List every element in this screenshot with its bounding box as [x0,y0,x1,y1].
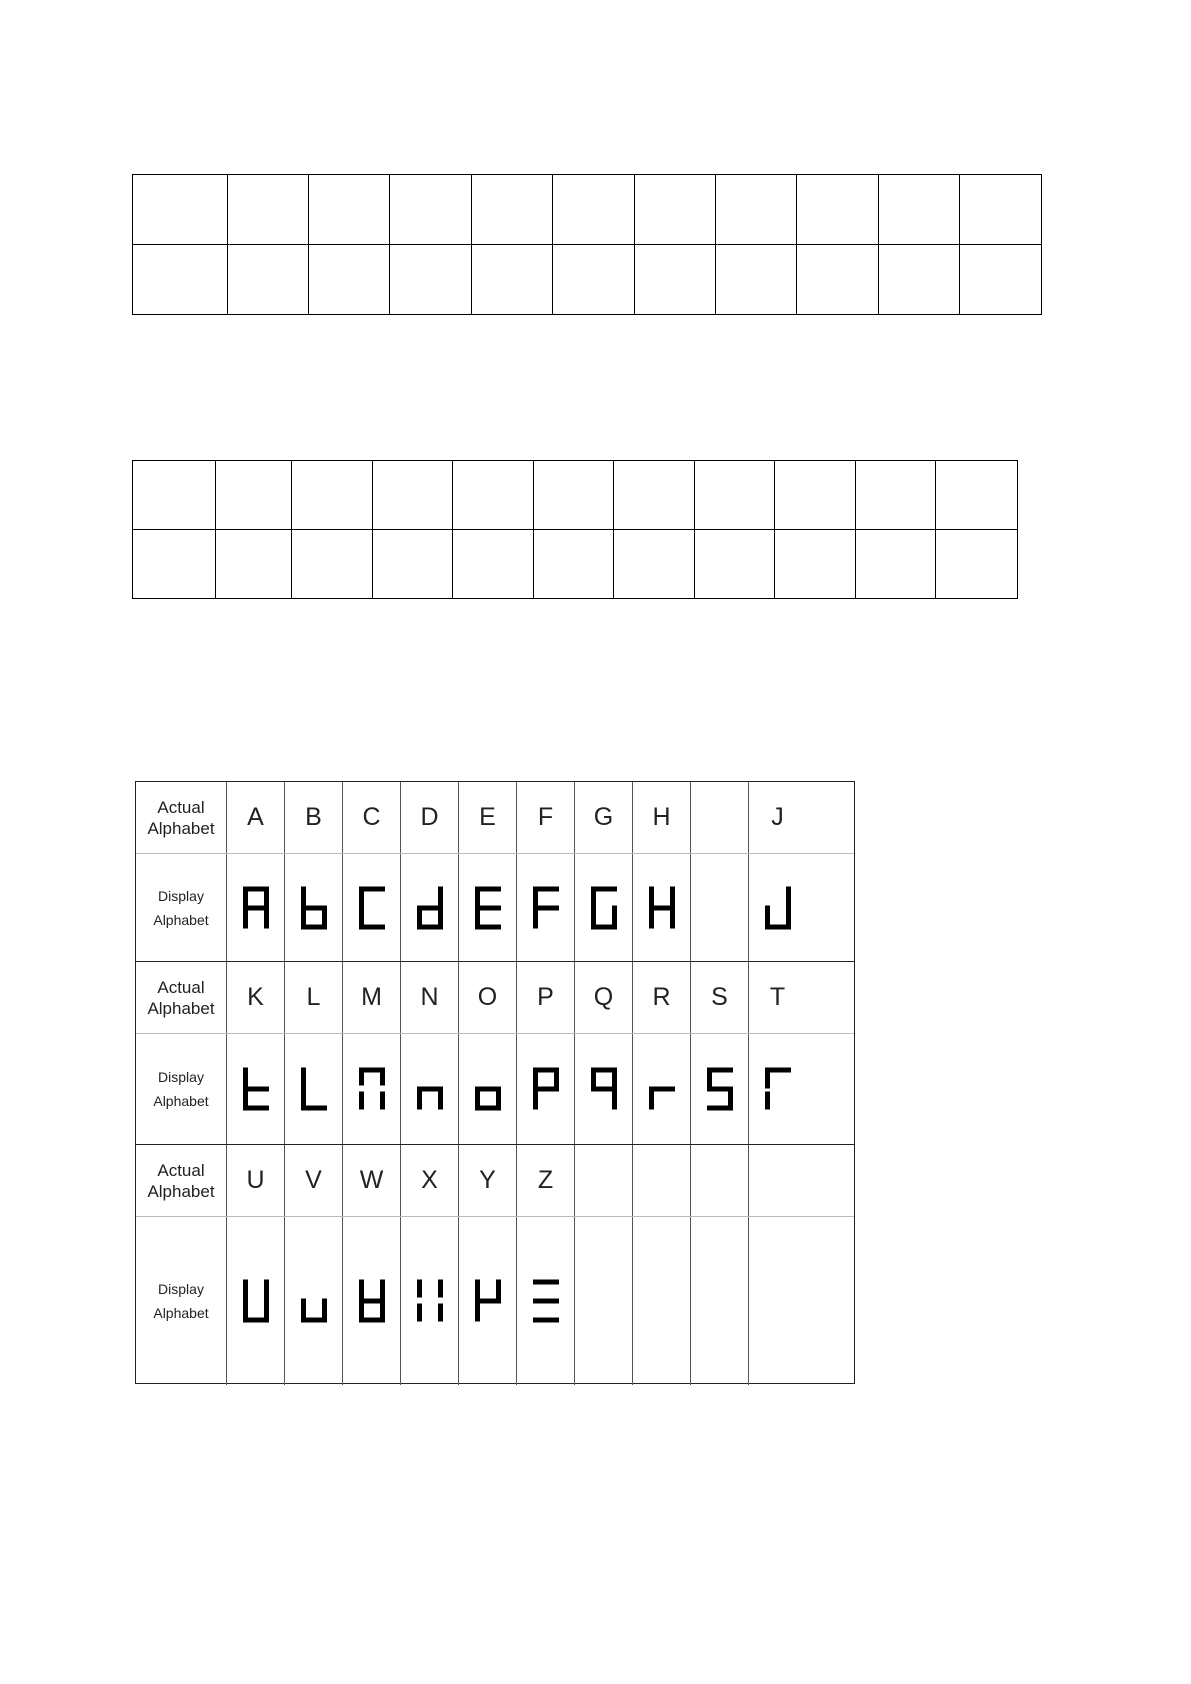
segment-glyph [299,1065,329,1113]
segment-upL [301,1068,306,1089]
segment-glyph [415,884,445,932]
display-glyph-cell [516,1034,574,1144]
actual-letter-cell [574,962,632,1033]
segment-bot [591,924,617,929]
segment-bot [533,1318,559,1323]
segment-glyph [241,1065,271,1113]
display-glyph-cell [400,1217,458,1385]
actual-letter-cell [748,1145,806,1216]
label-word: Actual [157,1160,205,1180]
display-glyph-cell [284,854,342,961]
actual-letter-cell [748,782,806,853]
display-glyph-cell [748,1217,806,1385]
actual-letter: U [246,1166,265,1194]
empty-cell [695,530,775,599]
empty-cell [534,530,614,599]
actual-letter: A [247,803,264,831]
actual-letter-cell [342,1145,400,1216]
empty-cell [309,175,390,245]
segment-upR [496,1280,501,1301]
segment-glyph [241,884,271,932]
actual-letter-cell [690,782,748,853]
display-glyph-cell [284,1217,342,1385]
table-row [133,245,1042,315]
actual-letter-cell [458,782,516,853]
segment-upR [380,1280,385,1301]
segment-bot [475,924,501,929]
empty-cell [553,175,635,245]
empty-cell [472,245,553,315]
actual-alphabet-row [136,1145,854,1217]
segment-gap_loR [438,1304,443,1322]
actual-letter: F [537,803,554,831]
segment-upR [786,886,791,907]
display-glyph-cell [690,1034,748,1144]
actual-letter: M [361,983,382,1011]
table-row [133,175,1042,245]
actual-letter: Y [479,1166,496,1194]
display-glyph-cell [400,854,458,961]
segment-glyph [647,884,677,932]
segment-upR [554,1068,559,1089]
actual-letter-cell [574,782,632,853]
segment-upL [765,1068,770,1089]
table-row [133,461,1018,530]
segment-upR [670,886,675,907]
empty-cell [133,461,216,530]
segment-loR [612,1087,617,1110]
segment-upL [359,1280,364,1301]
actual-letter-cell [632,1145,690,1216]
display-glyph-cell [574,1034,632,1144]
empty-cell [614,461,695,530]
empty-cell [133,245,228,315]
empty-cell [960,245,1042,315]
label-word: Display [158,1281,204,1297]
actual-letter-cell [284,962,342,1033]
actual-letter: D [420,803,439,831]
actual-alphabet-label [136,962,226,1033]
actual-letter: O [477,983,498,1011]
segment-upL [475,886,480,907]
empty-cell [216,461,292,530]
label-word: Alphabet [147,998,215,1018]
segment-loR [438,1087,443,1110]
segment-glyph [357,884,387,932]
segment-upL [649,886,654,907]
empty-cell [309,245,390,315]
label-word: Alphabet [153,911,209,928]
actual-letter: L [306,983,321,1011]
segment-gap_upR [380,1068,385,1086]
empty-cell [960,175,1042,245]
segment-glyph [357,1065,387,1113]
segment-glyph [299,884,329,932]
segment-gap_loL [765,1092,770,1110]
display-alphabet-row [136,1217,854,1385]
empty-cell [775,530,856,599]
actual-letter-cell [400,782,458,853]
label-word: Display [158,887,204,904]
actual-letter-cell [516,1145,574,1216]
segment-bot [359,924,385,929]
empty-cell [133,530,216,599]
segment-gap_upL [359,1068,364,1086]
segment-glyph [473,1277,503,1325]
actual-letter-cell [690,962,748,1033]
actual-letter: E [479,803,496,831]
empty-cell [228,245,309,315]
display-glyph-cell [400,1034,458,1144]
segment-upL [591,1068,596,1089]
actual-letter: K [247,983,264,1011]
empty-cell [228,175,309,245]
actual-letter-cell [342,962,400,1033]
segment-loL [649,1087,654,1110]
display-glyph-cell [458,854,516,961]
display-glyph-cell [226,1034,284,1144]
segment-upL [533,1068,538,1089]
segment-glyph [473,1065,503,1113]
actual-letter-cell [516,782,574,853]
label-word: Actual [157,797,205,817]
segment-upR [612,1068,617,1089]
segment-bot [243,1106,269,1111]
segment-glyph [705,1065,735,1113]
segment-glyph [763,884,793,932]
actual-letter: Z [537,1166,554,1194]
actual-letter: H [652,803,671,831]
actual-alphabet-label [136,782,226,853]
segment-top [533,1280,559,1285]
segment-upL [707,1068,712,1089]
actual-letter-cell [574,1145,632,1216]
actual-letter: B [305,803,322,831]
segment-upL [243,886,248,907]
segment-loL [649,905,654,928]
empty-cell [936,461,1018,530]
segment-upL [243,1280,248,1301]
empty-cell [936,530,1018,599]
display-alphabet-row [136,1034,854,1145]
label-word: Alphabet [153,1093,209,1109]
segment-gap_loL [417,1304,422,1322]
empty-cell [534,461,614,530]
empty-cell [553,245,635,315]
display-glyph-cell [284,1034,342,1144]
actual-letter: N [420,983,439,1011]
actual-letter-cell [226,782,284,853]
actual-alphabet-row [136,962,854,1034]
display-glyph-cell [226,854,284,961]
actual-letter-cell [458,1145,516,1216]
empty-cell [695,461,775,530]
segment-glyph [357,1277,387,1325]
actual-letter-cell [748,962,806,1033]
actual-letter-cell [516,962,574,1033]
empty-cell [797,245,879,315]
segment-upL [359,886,364,907]
segment-upL [475,1280,480,1301]
segment-upR [264,1280,269,1301]
segment-loL [417,1087,422,1110]
label-word: Alphabet [147,818,215,838]
display-glyph-cell [342,854,400,961]
segment-bot [301,924,327,929]
actual-letter-cell [690,1145,748,1216]
empty-cell [716,245,797,315]
display-glyph-cell [516,854,574,961]
segment-upL [301,886,306,907]
actual-letter-cell [342,782,400,853]
display-glyph-cell [342,1217,400,1385]
segment-glyph [241,1277,271,1325]
empty-cell [856,461,936,530]
actual-letter: Q [593,983,614,1011]
actual-letter: G [593,803,614,831]
empty-cell [453,530,534,599]
segment-bot [359,1318,385,1323]
display-glyph-cell [632,1034,690,1144]
empty-cell [635,245,716,315]
segment-bot [707,1106,733,1111]
label-word: Display [158,1069,204,1085]
segment-upL [243,1068,248,1089]
empty-cell [390,175,472,245]
actual-letter: X [421,1166,438,1194]
actual-letter-cell [284,1145,342,1216]
label-word: Actual [157,977,205,997]
display-glyph-cell [748,854,806,961]
segment-bot [417,924,443,929]
actual-letter: J [771,803,784,831]
empty-table-1 [132,174,1042,315]
actual-letter: P [537,983,554,1011]
segment-upR [438,886,443,907]
segment-bot [243,1318,269,1323]
empty-cell [472,175,553,245]
actual-letter: W [359,1166,384,1194]
actual-letter: C [362,803,381,831]
empty-cell [292,461,373,530]
empty-cell [390,245,472,315]
display-glyph-cell [342,1034,400,1144]
display-glyph-cell [226,1217,284,1385]
display-glyph-cell [516,1217,574,1385]
segment-upR [264,886,269,907]
actual-letter-cell [226,1145,284,1216]
segment-loR [670,905,675,928]
display-glyph-cell [574,854,632,961]
empty-cell [373,461,453,530]
segment-loL [243,905,248,928]
segment-loL [533,905,538,928]
display-glyph-cell [458,1034,516,1144]
segment-gap_upR [438,1280,443,1298]
display-alphabet-label [136,1034,226,1144]
empty-cell [716,175,797,245]
segment-upL [591,886,596,907]
segment-bot [301,1318,327,1323]
empty-cell [133,175,228,245]
segment-glyph [415,1065,445,1113]
empty-cell [879,175,960,245]
segment-glyph [415,1277,445,1325]
segment-upL [533,886,538,907]
segment-bot [475,1106,501,1111]
display-glyph-cell [748,1034,806,1144]
empty-cell [797,175,879,245]
actual-letter: T [769,983,786,1011]
display-glyph-cell [632,1217,690,1385]
display-alphabet-label [136,1217,226,1385]
display-glyph-cell [458,1217,516,1385]
display-glyph-cell [690,854,748,961]
actual-letter-cell [400,1145,458,1216]
actual-letter-cell [284,782,342,853]
segment-glyph [589,884,619,932]
actual-letter: S [711,983,728,1011]
segment-glyph [473,884,503,932]
actual-alphabet-label [136,1145,226,1216]
segment-loR [264,905,269,928]
empty-cell [614,530,695,599]
table-row [133,530,1018,599]
empty-cell [879,245,960,315]
empty-cell [216,530,292,599]
segment-bot [301,1106,327,1111]
segment-gap_upL [417,1280,422,1298]
segment-glyph [531,1065,561,1113]
segment-mid [533,1299,559,1304]
segment-glyph [763,1065,793,1113]
actual-letter: V [305,1166,322,1194]
display-alphabet-label [136,854,226,961]
segment-glyph [647,1065,677,1113]
segment-gap_loR [380,1092,385,1110]
display-glyph-cell [574,1217,632,1385]
label-word: Alphabet [153,1305,209,1321]
empty-cell [373,530,453,599]
alphabet-display-table [135,781,855,1384]
segment-glyph [589,1065,619,1113]
segment-gap_loL [359,1092,364,1110]
empty-cell [856,530,936,599]
actual-letter-cell [458,962,516,1033]
empty-cell [775,461,856,530]
display-glyph-cell [690,1217,748,1385]
segment-glyph [531,1277,561,1325]
segment-glyph [299,1277,329,1325]
segment-glyph [531,884,561,932]
actual-letter: R [652,983,671,1011]
actual-letter-cell [400,962,458,1033]
actual-letter-cell [632,962,690,1033]
segment-loL [533,1087,538,1110]
label-word: Alphabet [147,1181,215,1201]
empty-table-2 [132,460,1018,599]
actual-letter-cell [632,782,690,853]
empty-cell [453,461,534,530]
segment-bot [765,924,791,929]
empty-cell [292,530,373,599]
empty-cell [635,175,716,245]
display-glyph-cell [632,854,690,961]
display-alphabet-row [136,854,854,962]
segment-loL [475,1299,480,1322]
actual-alphabet-row [136,782,854,854]
actual-letter-cell [226,962,284,1033]
